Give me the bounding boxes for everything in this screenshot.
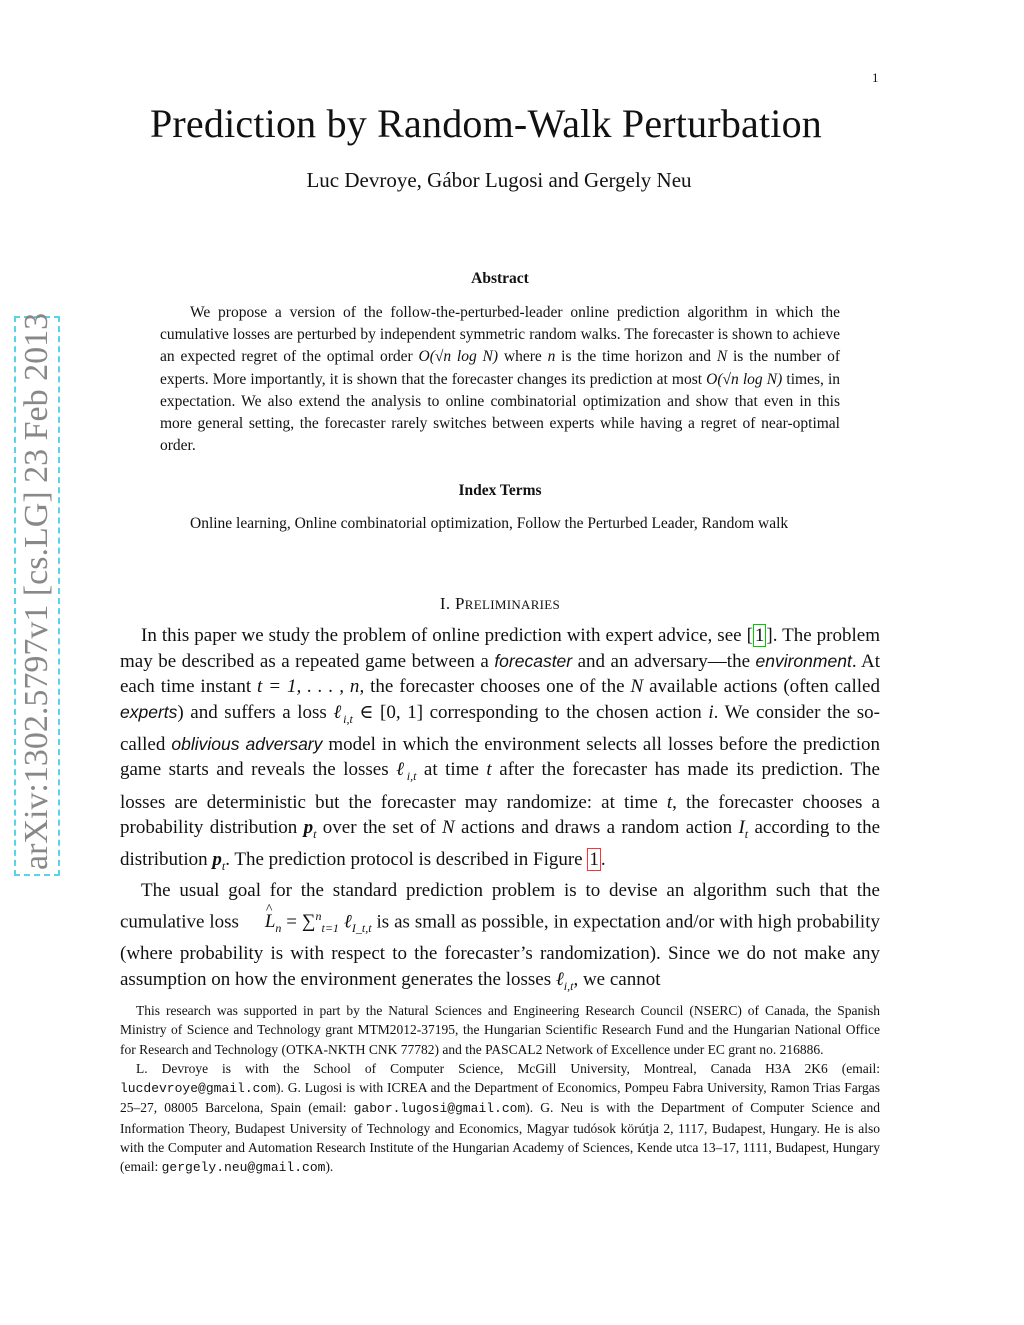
index-terms-text: Online learning, Online combinatorial optimization, Follow the Perturbed Leader, Random walk bbox=[190, 515, 789, 532]
email-neu: gergely.neu@gmail.com bbox=[161, 1160, 326, 1176]
citation-link[interactable]: 1 bbox=[754, 625, 765, 646]
arxiv-identifier-sidebar[interactable]: arXiv:1302.5797v1 [cs.LG] 23 Feb 2013 bbox=[14, 316, 60, 876]
abstract-text: We propose a version of the follow-the-perturbed-leader online prediction algorithm in which the cumulative losses are perturbed by independent symmetric random walks. The forecaster is shown to achieve an expected regret of the optimal order O(√n log N) where n is the time horizon and N is the number of experts. More importantly, it is shown that the forecaster changes its prediction at most O(√n log N) times, in expectation. We also extend the analysis to online combinatorial optimization and show that even in this more general setting, the forecaster rarely switches between experts while having a regret of near-optimal order. bbox=[160, 304, 841, 455]
footnotes bbox=[120, 1001, 880, 1178]
abstract-heading: Abstract bbox=[471, 270, 529, 287]
body-paragraph-1: In this paper we study the problem of online prediction with expert advice, see [ 1 ]. The problem may be described as a repeated game between a forecaster and an adversary—the environment. At each time instant t = 1, . . . , n, the forecaster chooses one of the N available actions (often called experts) and suffers a loss ℓ$_{i,t}$ ∈ [0, 1] corresponding to the chosen action i. We consider the so-called oblivious adversary model in which the environment selects all losses before the prediction game starts and reveals the losses ℓ$_{i,t}$ at time t after the forecaster has made its prediction. The losses are deterministic but the forecaster may randomize: at time t, the forecaster chooses a probability distribution $p_t$ over the set of N actions and draws a random action $I_t$ according to the distribution $p_t$. The prediction protocol is described in Figure 1 . bbox=[120, 625, 881, 874]
body-paragraph-2: The usual goal for the standard prediction problem is to devise an algorithm such that the cumulative loss ^ $L_n = \sum^n_{t=1}$ ℓ$_{I\_t,t}$ is as small as possible, in expectation and/or with high probability (where probability is with respect to the forecaster’s randomization). Since we do not make any assumption on how the environment generates the losses ℓ$_{i,t}$, we cannot bbox=[120, 878, 880, 999]
email-devroye: lucdevroye@gmail.com bbox=[120, 1081, 277, 1097]
index-terms-heading: Index Terms bbox=[458, 482, 542, 499]
paper-authors: Luc Devroye, Gábor Lugosi and Gergely Neu bbox=[306, 168, 692, 192]
footnote-funding: This research was supported in part by the Natural Sciences and Engineering Research Council (NSERC) of Canada, the Spanish Ministry of Science and Technology grant MTM2012-37195, the Hungarian Scientific Research Fund and the Hungarian National Office for Research and Technology (OTKA-NKTH CNK 77782) and the PASCAL2 Network of Excellence under EC grant no. 216886. bbox=[120, 1003, 880, 1057]
email-lugosi: gabor.lugosi@gmail.com bbox=[353, 1101, 526, 1117]
footnote-affiliations: L. Devroye is with the School of Computer Science, McGill University, Montreal, Canada H3A 2K6 (email: lucdevroye@gmail.com). G. Lugosi is with ICREA and the Department of Economics, Pompeu Fabra University, Ramon Trias Fargas 25–27, 08005 Barcelona, Spain (email: gabor.lugosi@gmail.com). G. Neu is with the Department of Computer Science and Information Theory, Budapest University of Technology and Economics, Magyar tudósok körútja 2, 1117, Budapest, Hungary. He is also with the Computer and Automation Research Institute of the Hungarian Academy of Sciences, Kende utca 13–17, 1111, Budapest, Hungary (email: gergely.neu@gmail.com). bbox=[120, 1060, 881, 1176]
section-heading: I. PRELIMINARIES bbox=[439, 594, 561, 613]
page-number: 1 bbox=[872, 70, 879, 85]
figure-reference-link[interactable]: 1 bbox=[589, 849, 599, 871]
paper-title: Prediction by Random-Walk Perturbation bbox=[149, 101, 823, 146]
